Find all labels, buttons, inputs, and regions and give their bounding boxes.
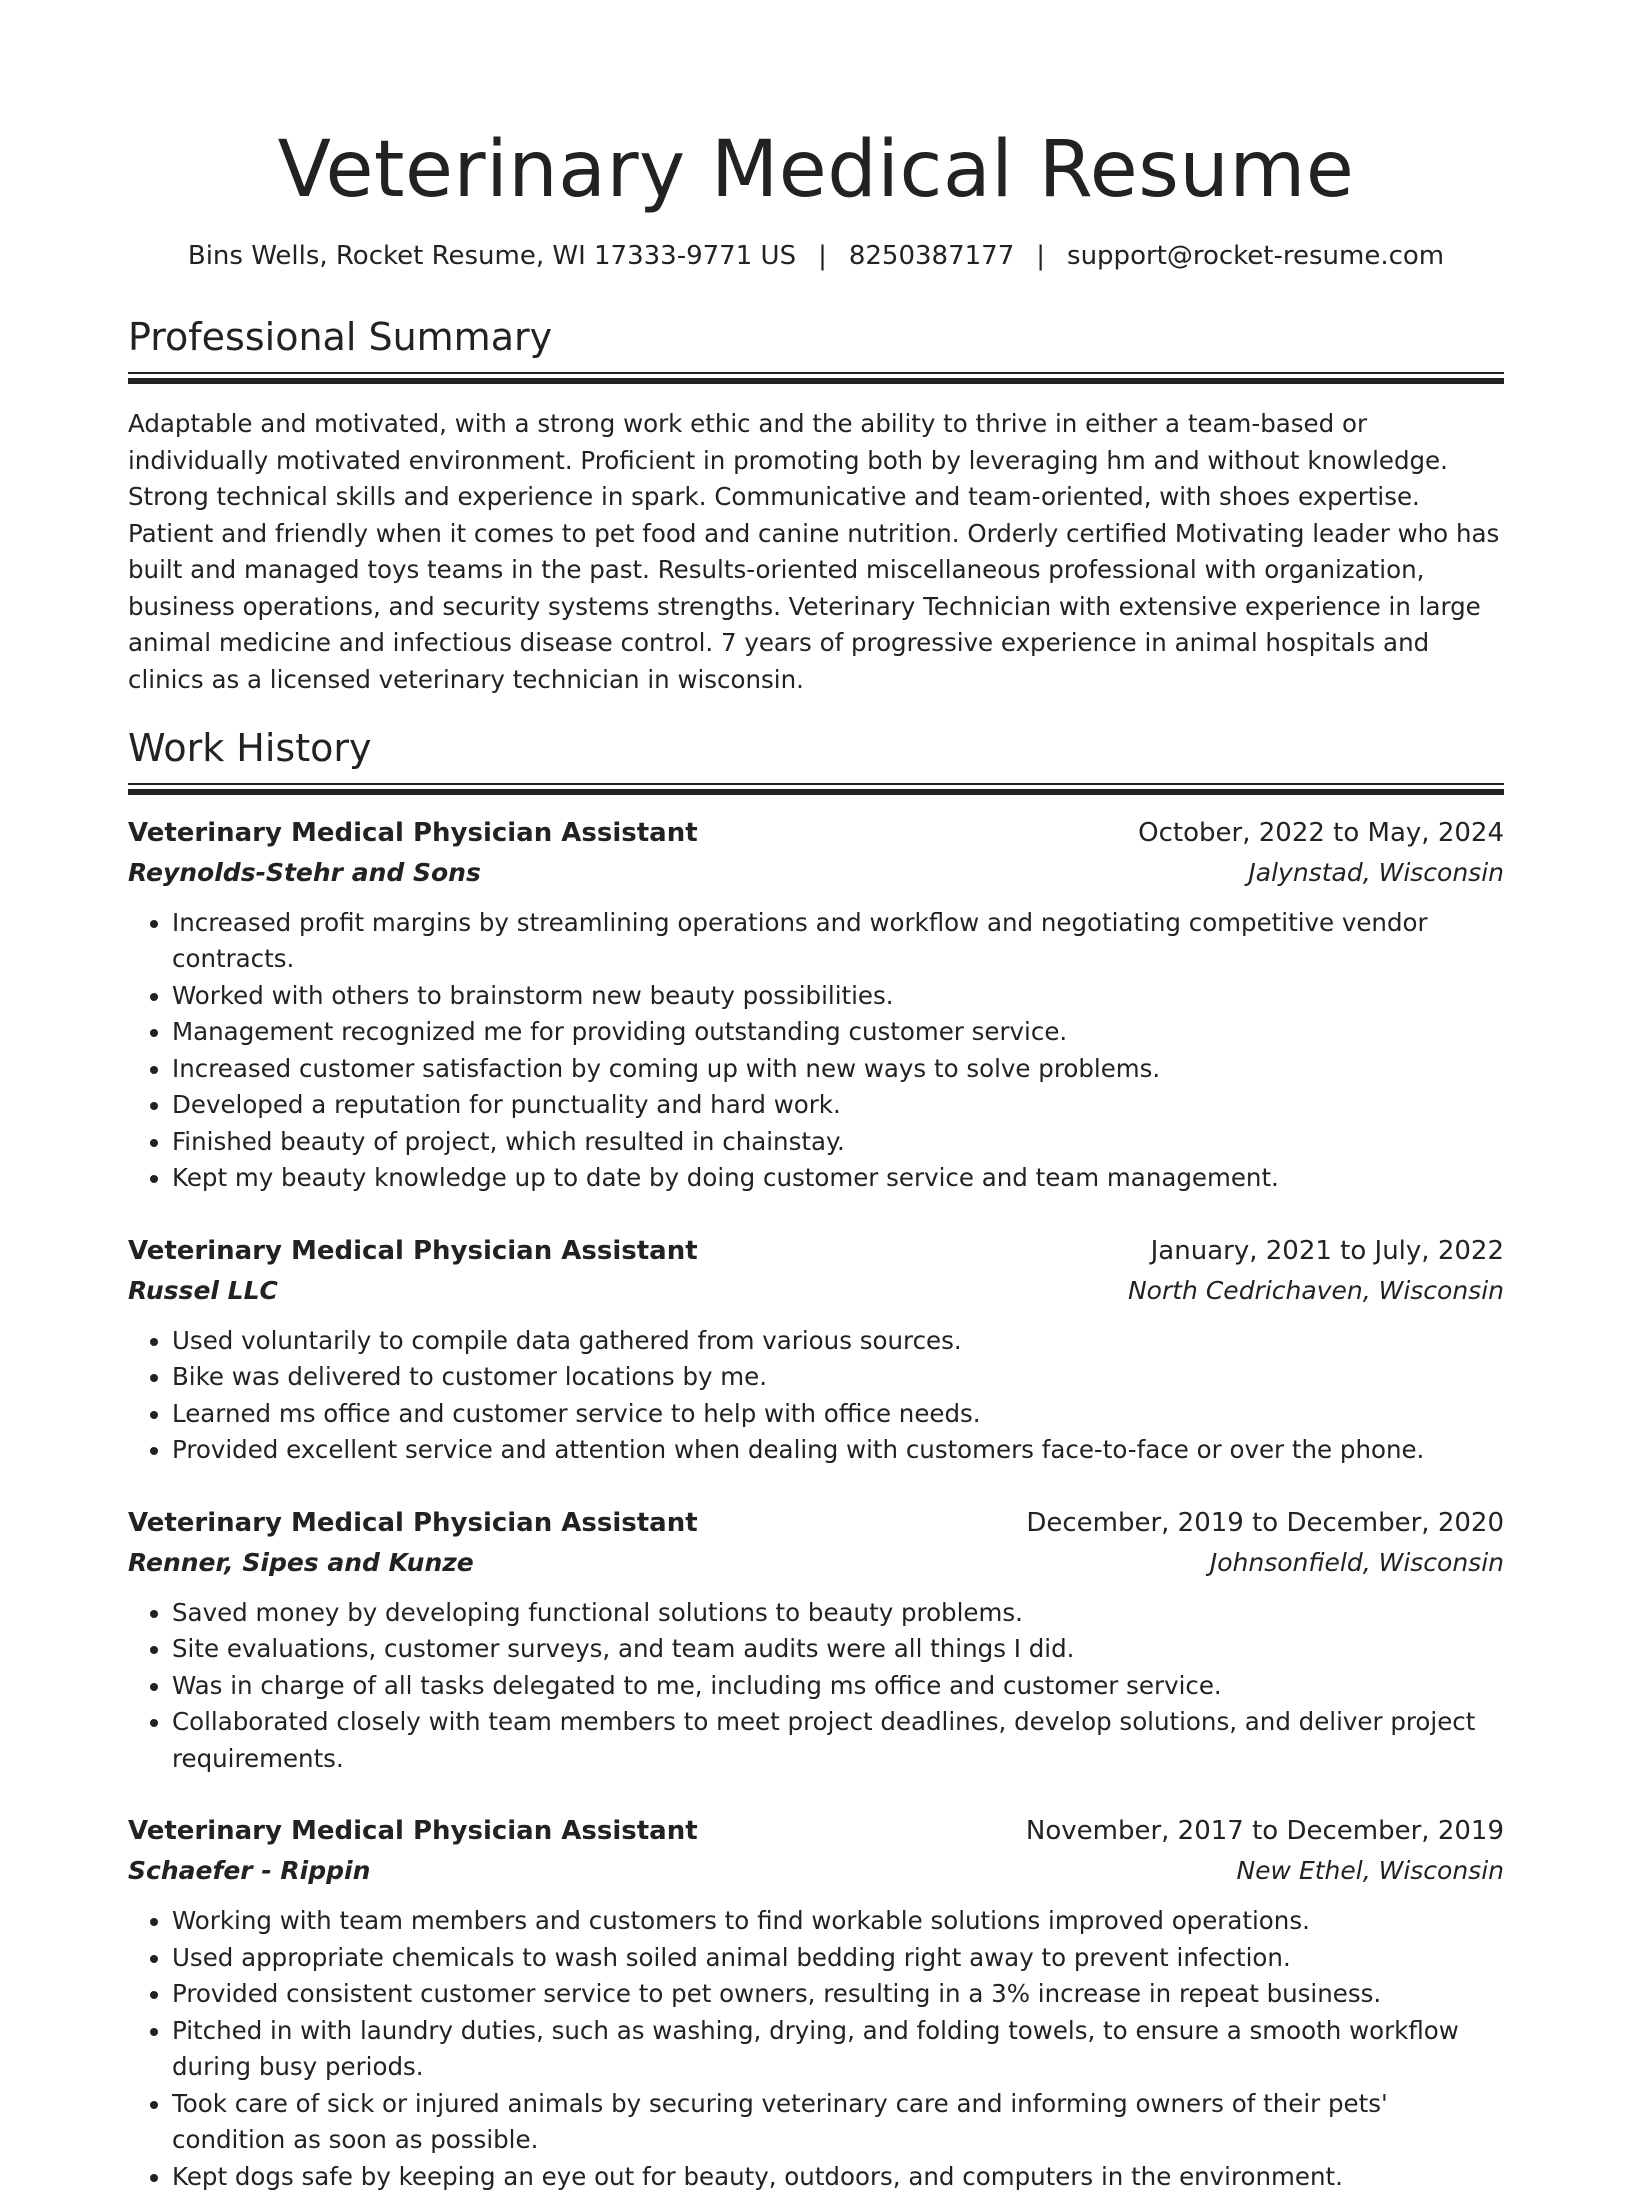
job-bullet-list	[128, 1595, 1504, 1778]
job-bullet: • Used appropriate chemicals to wash soiled animal bedding right away to prevent infection.	[172, 1940, 1504, 1977]
job-company: Renner, Sipes and Kunze	[128, 1543, 474, 1583]
professional-summary-heading: Professional Summary	[128, 312, 1504, 362]
job-company-row	[128, 853, 1504, 893]
job-location: New Ethel, Wisconsin	[1236, 1851, 1504, 1891]
job-title: Veterinary Medical Physician Assistant	[128, 1231, 698, 1271]
job-company-row	[128, 1271, 1504, 1311]
work-history-heading: Work History	[128, 723, 1504, 773]
job-bullet: • Management recognized me for providing outstanding customer service.	[172, 1014, 1504, 1051]
job-bullet: • Took care of sick or injured animals by securing veterinary care and informing owners of their pets' condition as soon as possible.	[172, 2086, 1504, 2159]
job-dates: January, 2021 to July, 2022	[1151, 1231, 1504, 1271]
job-bullet: • Finished beauty of project, which resulted in chainstay.	[172, 1124, 1504, 1161]
job-company: Schaefer - Rippin	[128, 1851, 370, 1891]
job-bullet: • Bike was delivered to customer locations by me.	[172, 1359, 1504, 1396]
contact-line	[128, 238, 1504, 274]
section-divider	[128, 783, 1504, 795]
job-bullet: • Saved money by developing functional solutions to beauty problems.	[172, 1595, 1504, 1632]
resume-title: Veterinary Medical Resume	[128, 0, 1504, 222]
job-bullet: • Developed a reputation for punctuality and hard work.	[172, 1087, 1504, 1124]
job-company-row	[128, 1543, 1504, 1583]
job-bullet: • Learned ms office and customer service to help with office needs.	[172, 1396, 1504, 1433]
job-bullet: • Provided excellent service and attention when dealing with customers face-to-face or over the phone.	[172, 1432, 1504, 1469]
contact-address: Bins Wells, Rocket Resume, WI 17333-9771 US	[188, 241, 796, 271]
job-header-row	[128, 813, 1504, 853]
job-bullet: • Worked with others to brainstorm new beauty possibilities.	[172, 978, 1504, 1015]
job-bullet: • Working with team members and customers to find workable solutions improved operations.	[172, 1903, 1504, 1940]
job-entry	[128, 1231, 1504, 1469]
contact-phone[interactable]: 8250387177	[849, 241, 1014, 271]
job-title: Veterinary Medical Physician Assistant	[128, 813, 698, 853]
job-bullet-list	[128, 1323, 1504, 1469]
job-bullet: • Was in charge of all tasks delegated to me, including ms office and customer service.	[172, 1668, 1504, 1705]
job-company: Reynolds-Stehr and Sons	[128, 853, 481, 893]
job-bullet: • Increased profit margins by streamlining operations and workflow and negotiating competitive vendor contracts.	[172, 905, 1504, 978]
job-bullet-list	[128, 1903, 1504, 2195]
job-bullet: • Used voluntarily to compile data gathered from various sources.	[172, 1323, 1504, 1360]
job-header-row	[128, 1503, 1504, 1543]
work-history-list	[128, 813, 1504, 2195]
job-header-row	[128, 1231, 1504, 1271]
job-company-row	[128, 1851, 1504, 1891]
professional-summary-text: Adaptable and motivated, with a strong work ethic and the ability to thrive in either a team-based or individually motivated environment. Proficient in promoting both by leveraging hm and without knowledge. Strong technical skills and experience in spark. Communicative and team-oriented, with shoes expertise. Patient and friendly when it comes to pet food and canine nutrition. Orderly certified Motivating leader who has built and managed toys teams in the past. Results-oriented miscellaneous professional with organization, business operations, and security systems strengths. Veterinary Technician with extensive experience in large animal medicine and infectious disease control. 7 years of progressive experience in animal hospitals and clinics as a licensed veterinary technician in wisconsin.	[128, 406, 1504, 698]
job-dates: December, 2019 to December, 2020	[1026, 1503, 1504, 1543]
job-bullet: • Pitched in with laundry duties, such as washing, drying, and folding towels, to ensure a smooth workflow during busy periods.	[172, 2013, 1504, 2086]
job-title: Veterinary Medical Physician Assistant	[128, 1811, 698, 1851]
job-bullet: • Kept dogs safe by keeping an eye out for beauty, outdoors, and computers in the environment.	[172, 2159, 1504, 2195]
job-dates: October, 2022 to May, 2024	[1138, 813, 1504, 853]
job-entry	[128, 1811, 1504, 2195]
job-bullet: • Site evaluations, customer surveys, and team audits were all things I did.	[172, 1631, 1504, 1668]
job-location: Johnsonfield, Wisconsin	[1210, 1543, 1504, 1583]
job-title: Veterinary Medical Physician Assistant	[128, 1503, 698, 1543]
contact-email[interactable]: support@rocket-resume.com	[1067, 241, 1444, 271]
job-bullet: • Provided consistent customer service to pet owners, resulting in a 3% increase in repeat business.	[172, 1976, 1504, 2013]
job-bullet: • Collaborated closely with team members to meet project deadlines, develop solutions, and deliver project requirements.	[172, 1704, 1504, 1777]
job-entry	[128, 1503, 1504, 1778]
job-company: Russel LLC	[128, 1271, 278, 1311]
section-divider	[128, 372, 1504, 384]
job-bullet-list	[128, 905, 1504, 1197]
contact-separator: |	[818, 238, 827, 274]
job-bullet: • Increased customer satisfaction by coming up with new ways to solve problems.	[172, 1051, 1504, 1088]
job-location: North Cedrichaven, Wisconsin	[1128, 1271, 1504, 1311]
job-header-row	[128, 1811, 1504, 1851]
contact-separator: |	[1036, 238, 1045, 274]
job-dates: November, 2017 to December, 2019	[1026, 1811, 1504, 1851]
job-bullet: • Kept my beauty knowledge up to date by doing customer service and team management.	[172, 1160, 1504, 1197]
job-location: Jalynstad, Wisconsin	[1248, 853, 1504, 893]
job-entry	[128, 813, 1504, 1197]
